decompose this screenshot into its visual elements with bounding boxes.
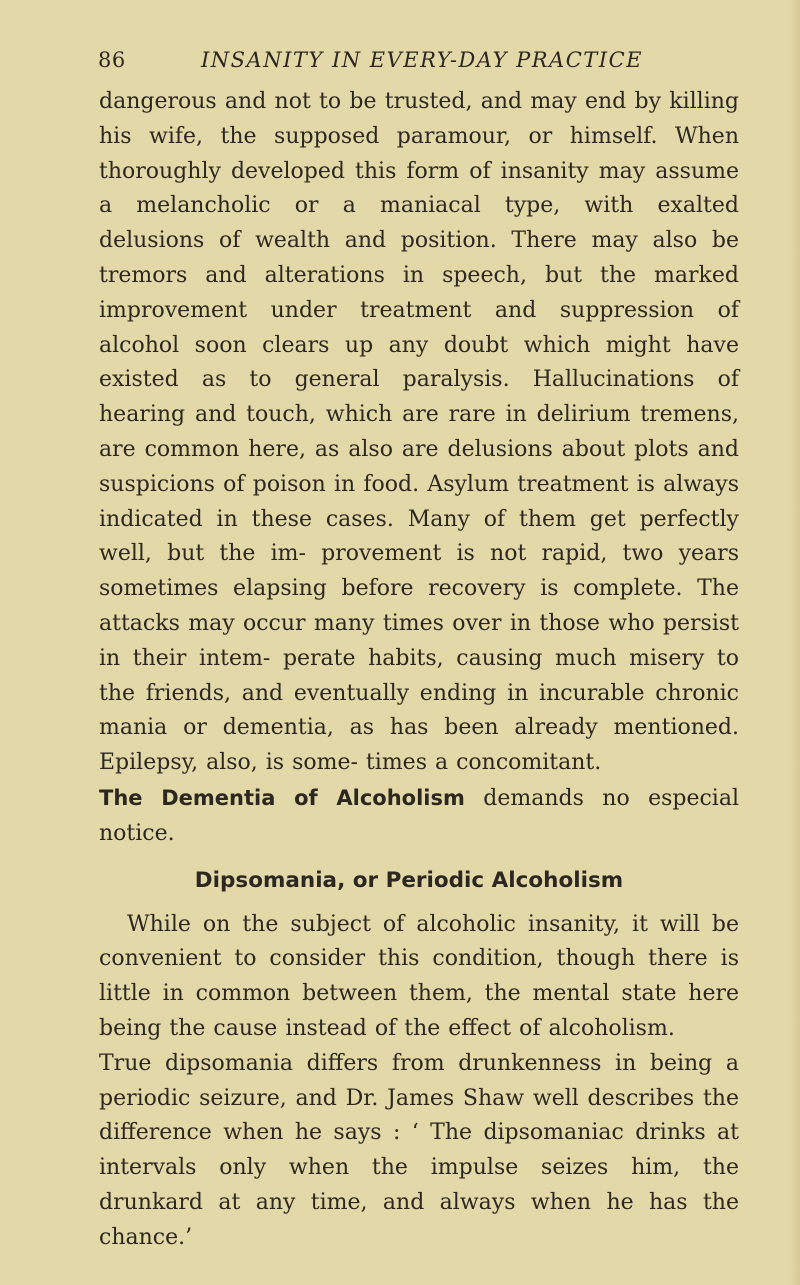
paragraph-continued: dangerous and not to be trusted, and may end by killing his wife, the supposed paramour, or himself. When thoroughly developed this form of insanity may assume a melancholic or a maniacal type, with exalted delusions of wealth and position. There may also be tremors and alterations in speech, but the marked improvement under treatment and suppression of alcohol soon clears up any doubt which might have existed as to general paralysis. Hallucinations of hearing and touch, which are rare in delirium tremens, are common here, as also are delusions about plots and suspicions of poison in food. Asylum treatment is always indicated in these cases. Many of them get perfectly well, but the im- provement is not rapid, two years sometimes elapsing before recovery is complete. The attacks may occur many times over in those who persist in their intem- perate habits, causing much misery to the friends, and eventually ending in incurable chronic mania or dementia, as has been already mentioned. Epilepsy, also, is some- times a concomitant. [99, 89, 739, 776]
section-heading: Dipsomania, or Periodic Alcoholism [194, 867, 624, 893]
page-header [98, 48, 738, 78]
paragraph-lead-heading: The Dementia of Alcoholism [99, 785, 465, 810]
paragraph-dipsomania-definition: True dipsomania differs from drunkenness in being a periodic seizure, and Dr. James Shaw well describes the difference when he says : ‘ The dipsomaniac drinks at intervals only when the impulse seizes him, the drunkard at any time, and always when he has the chance.’ [99, 1050, 739, 1250]
paragraph-text: demands no especial notice. [99, 785, 740, 846]
paragraph-dementia [99, 781, 739, 852]
body-text [99, 85, 739, 1256]
running-head: INSANITY IN EVERY-DAY PRACTICE [201, 48, 643, 72]
paragraph-dipsomania-intro: While on the subject of alcoholic insanity, it will be convenient to consider this condition, though there is little in common between them, the mental state here being the cause instead of the effect of alcoholism. [99, 911, 739, 1041]
page-number: 86 [98, 48, 126, 72]
page-edge-shadow [790, 0, 800, 1285]
